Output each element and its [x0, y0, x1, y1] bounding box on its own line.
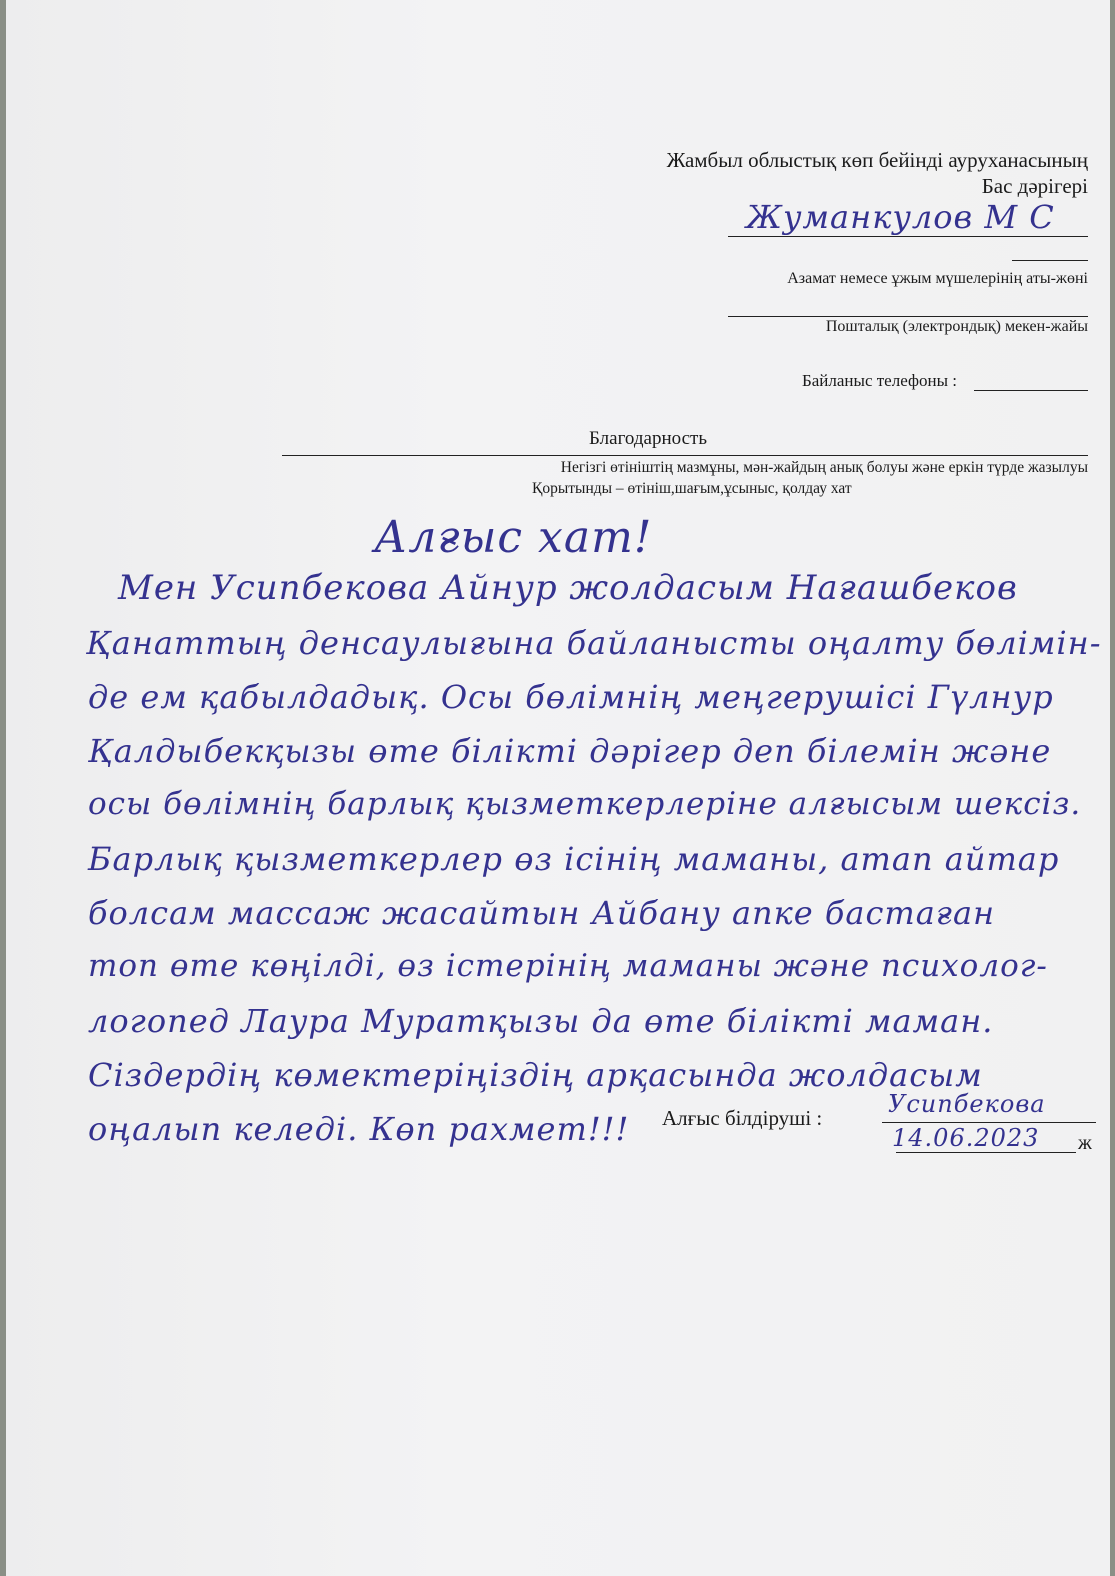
recipient-line-2: Бас дәрігері	[981, 174, 1088, 198]
address-line	[728, 316, 1088, 317]
letter-line-2: Қанаттың денсаулығына байланысты оңалту бөлімін-	[86, 624, 1102, 662]
recipient-extra-line	[1012, 260, 1088, 261]
letter-line-6: Барлық қызметкерлер өз ісінің маманы, атап айтар	[88, 840, 1060, 878]
label-name: Азамат немесе ұжым мүшелерінің аты-жөні	[787, 270, 1088, 287]
letter-line-7: болсам массаж жасайтын Айбану апке бастаған	[88, 894, 996, 932]
recipient-name-handwritten: Жуманкулов М С	[746, 198, 1055, 236]
recipient-name-line	[728, 236, 1088, 237]
letter-line-1: Мен Усипбекова Айнур жолдасым Нағашбеков	[118, 568, 1018, 608]
label-phone: Байланыс телефоны :	[802, 371, 957, 390]
signature-line	[882, 1122, 1096, 1123]
recipient-line-1: Жамбыл облыстық көп бейінді ауруханасының	[666, 148, 1088, 172]
phone-line	[974, 390, 1088, 391]
letter-line-11: оңалып келеді. Көп рахмет!!!	[88, 1110, 630, 1148]
date-handwritten: 14.06.2023	[892, 1124, 1040, 1152]
document-type-title: Благодарность	[589, 428, 707, 449]
letter-page	[6, 0, 1110, 1576]
letter-line-10: Сіздердің көмектеріңіздің арқасында жолдасым	[88, 1056, 983, 1094]
label-address: Пошталық (электрондық) мекен-жайы	[825, 318, 1088, 335]
letter-heading: Алғыс хат!	[374, 512, 653, 563]
letter-line-3: де ем қабылдадық. Осы бөлімнің меңгерушісі Гүлнур	[88, 678, 1054, 716]
subtitle-conclusion: Қорытынды – өтініш,шағым,ұсыныс, қолдау хат	[532, 480, 852, 497]
subtitle-content: Негізгі өтініштің мазмұны, мән-жайдың анық болуы және еркін түрде жазылуы	[560, 459, 1088, 476]
date-line	[896, 1152, 1076, 1153]
letter-line-8: топ өте көңілді, өз істерінің маманы және психолог-	[88, 948, 1048, 984]
letter-line-9: логопед Лаура Муратқызы да өте білікті маман.	[88, 1002, 994, 1040]
signature-handwritten: Усипбекова	[888, 1090, 1046, 1118]
letter-line-4: Қалдыбекқызы өте білікті дәрігер деп білемін және	[88, 732, 1052, 770]
signer-label: Алғыс білдіруші :	[662, 1106, 823, 1130]
title-line	[282, 455, 1088, 456]
letter-line-5: осы бөлімнің барлық қызметкерлеріне алғысым шексіз.	[88, 786, 1082, 822]
date-suffix: ж	[1078, 1132, 1092, 1154]
